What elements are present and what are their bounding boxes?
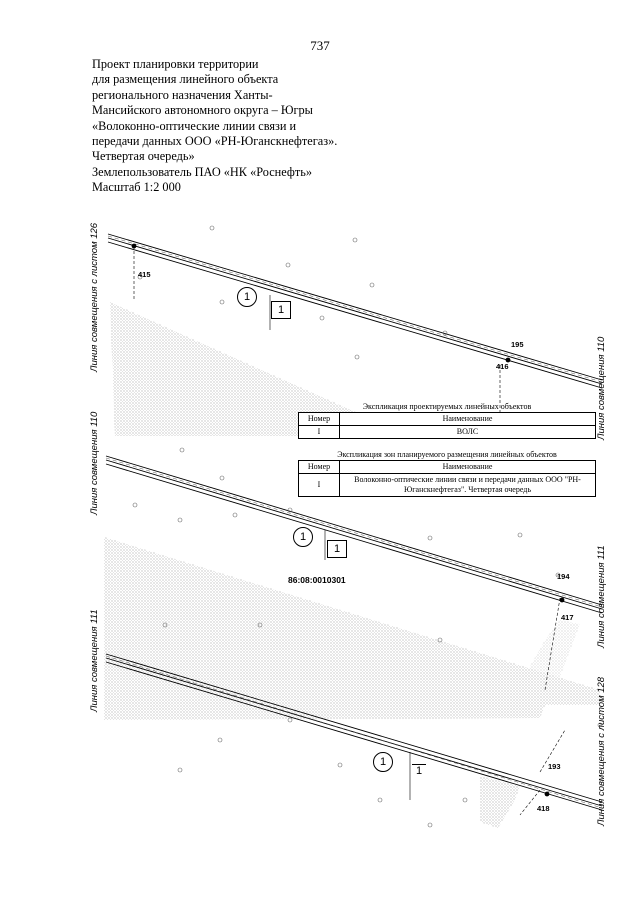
- scale-line: Масштаб 1:2 000: [92, 180, 181, 195]
- point-label: 194: [557, 572, 570, 581]
- point-label: 418: [537, 804, 550, 813]
- table-caption: Экспликация зон планируемого размещения линейных объектов: [337, 450, 557, 459]
- zones-table: [298, 450, 596, 497]
- table-row: [299, 426, 596, 439]
- zone-box-marker: 1: [271, 301, 291, 319]
- tree-symbols: [133, 226, 602, 827]
- match-line-label: Линия совмещения с листом 128: [596, 676, 607, 826]
- table-caption: Экспликация проектируемых линейных объектов: [362, 402, 532, 411]
- point-label: 195: [511, 340, 524, 349]
- table-header: Номер: [299, 461, 340, 474]
- table-header: Номер: [299, 413, 340, 426]
- zone-box-marker: 1: [327, 540, 347, 558]
- zone-plain-marker: 1: [412, 764, 426, 777]
- table-row: [299, 474, 596, 497]
- title-line: для размещения линейного объекта: [92, 72, 279, 87]
- match-line-label: Линия совмещения с листом 126: [89, 222, 100, 372]
- zone-circle-marker: 1: [237, 287, 257, 307]
- title-line: регионального назначения Ханты-: [92, 87, 273, 102]
- table-cell: Волоконно-оптические линии связи и передачи данных ООО "РН-Юганскнефтегаз". Четвертая очередь: [340, 474, 596, 497]
- table-header: Наименование: [340, 461, 596, 474]
- point-label: 417: [561, 613, 574, 622]
- point-label: 193: [548, 762, 561, 771]
- zone-circle-marker: 1: [373, 752, 393, 772]
- zone-circle-marker: 1: [293, 527, 313, 547]
- title-line: Проект планировки территории: [92, 57, 259, 71]
- point-label: 415: [138, 270, 151, 279]
- survey-point: [545, 792, 550, 797]
- table-cell: ВОЛС: [340, 426, 596, 439]
- table-header: Наименование: [340, 413, 596, 426]
- match-line-label: Линия совмещения 110: [596, 336, 607, 440]
- survey-point: [132, 244, 137, 249]
- page-number: 737: [310, 38, 330, 53]
- table-cell: I: [299, 474, 340, 497]
- match-line-label: Линия совмещения 110: [89, 411, 100, 515]
- point-label: 416: [496, 362, 509, 371]
- land-user-line: Землепользователь ПАО «НК «Роснефть»: [92, 164, 312, 179]
- survey-point: [560, 598, 565, 603]
- title-line: «Волоконно-оптические линии связи и: [92, 118, 297, 133]
- title-line: Четвертая очередь»: [92, 149, 195, 164]
- match-line-label: Линия совмещения 111: [89, 609, 100, 712]
- title-line: передачи данных ООО «РН-Юганскнефтегаз».: [92, 134, 338, 149]
- match-line-label: Линия совмещения 111: [596, 545, 607, 648]
- cadastral-number: 86:08:0010301: [288, 575, 346, 585]
- objects-table: [298, 402, 596, 439]
- table-cell: I: [299, 426, 340, 439]
- title-line: Мансийского автономного округа – Югры: [92, 103, 313, 118]
